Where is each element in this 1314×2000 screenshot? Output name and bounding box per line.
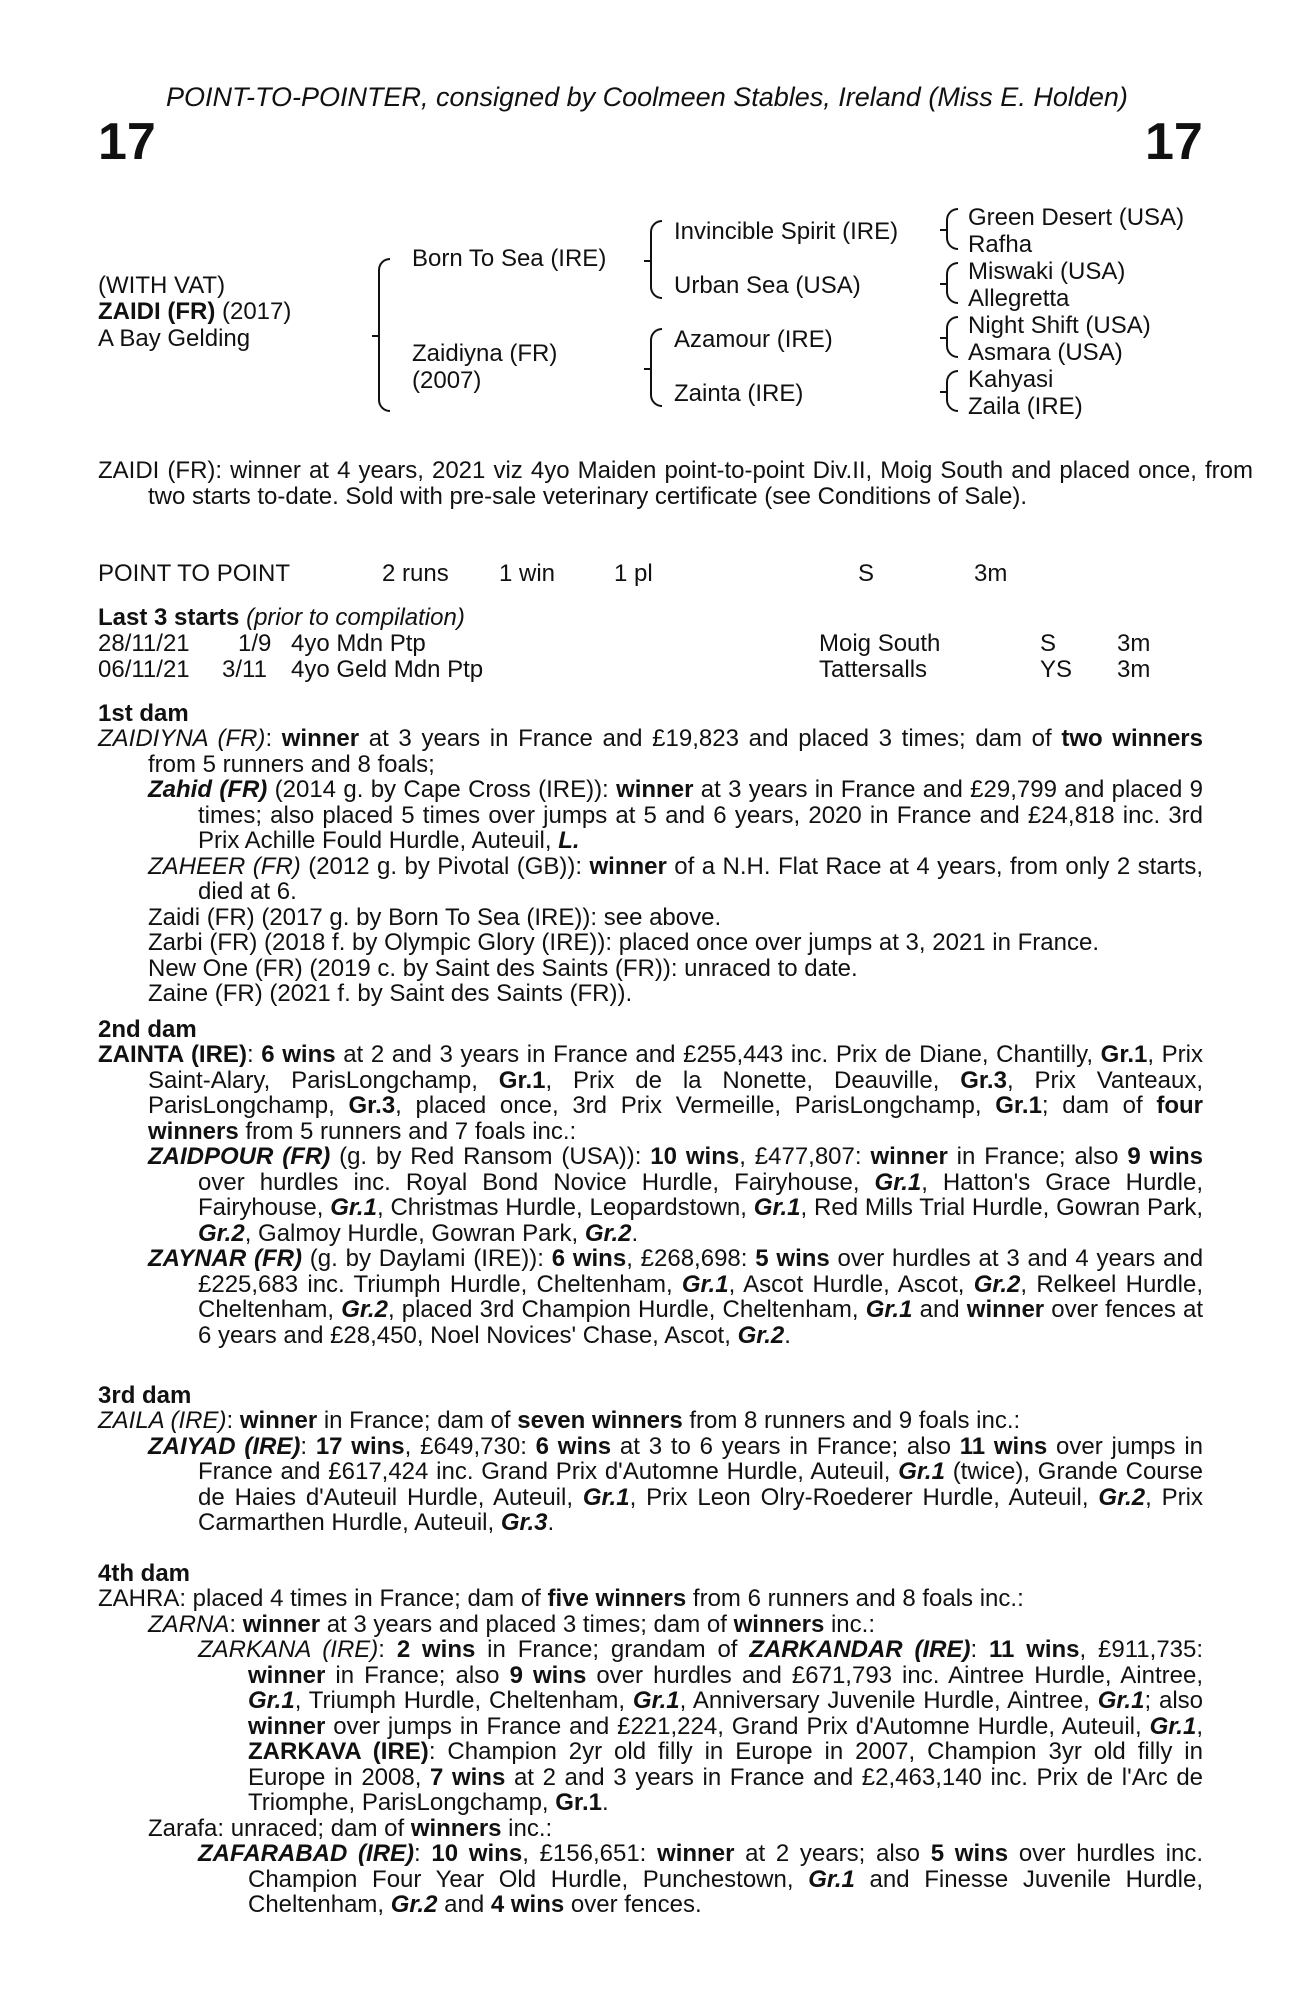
stats-runs: 2 runs: [382, 560, 449, 587]
pedigree-g3-2: Urban Sea (USA): [674, 272, 861, 299]
start-race: 4yo Geld Mdn Ptp: [291, 656, 484, 683]
start-distance: 3m: [1117, 656, 1151, 683]
fourth-dam-body: ZAHRA: placed 4 times in France; dam of five winners from 6 runners and 8 foals inc.: ZARNA: winner at 3 years and placed 3 times; dam of winners inc.: ZARKANA (IRE): 2 wins in France; grandam of ZARKANDAR (IRE): 11 wins, £911,735: winner in France; also 9 wins over hurdles and £671,793 inc. Aintree Hurdle, Aintree, Gr.1, Triumph Hurdle, Cheltenham, Gr.1, Anniversary Juvenile Hurdle, Aintree, Gr.1; also winner over jumps in France and £221,224, Grand Prix d'Automne Hurdle, Auteuil, Gr.1, ZARKAVA (IRE): Champion 2yr old filly in Europe in 2007, Champion 3yr old filly in Europe in 2008, 7 wins at 2 and 3 years in France and £2,463,140 inc. Prix de l'Arc de Triomphe, ParisLongchamp, Gr.1. Zarafa: unraced; dam of winners inc.: ZAFARABAD (IRE): 10 wins, £156,651: winner at 2 years; also 5 wins over hurdles inc. Champion Four Year Old Hurdle, Punchestown, Gr.1 and Finesse Juvenile Hurdle, Cheltenham, Gr.2 and 4 wins over fences.: [98, 1585, 1204, 1918]
pedigree-brace-7: [946, 370, 958, 412]
second-dam-body: ZAINTA (IRE): 6 wins at 2 and 3 years in France and £255,443 inc. Prix de Diane, Chantilly, Gr.1, Prix Saint-Alary, ParisLongchamp, Gr.1, Prix de la Nonette, Deauville, Gr.3, Prix Vanteaux, ParisLongchamp, Gr.3, placed once, 3rd Prix Vermeille, ParisLongchamp, Gr.1; dam of four winners from 5 runners and 7 foals inc.: ZAIDPOUR (FR) (g. by Red Ransom (USA)): 10 wins, £477,807: winner in France; also 9 wins over hurdles inc. Royal Bond Novice Hurdle, Fairyhouse, Gr.1, Hatton's Grace Hurdle, Fairyhouse, Gr.1, Christmas Hurdle, Leopardstown, Gr.1, Red Mills Trial Hurdle, Gowran Park, Gr.2, Galmoy Hurdle, Gowran Park, Gr.2. ZAYNAR (FR) (g. by Daylami (IRE)): 6 wins, £268,698: 5 wins over hurdles at 3 and 4 years and £225,683 inc. Triumph Hurdle, Cheltenham, Gr.1, Ascot Hurdle, Ascot, Gr.2, Relkeel Hurdle, Cheltenham, Gr.2, placed 3rd Champion Hurdle, Cheltenham, Gr.1 and winner over fences at 6 years and £28,450, Noel Novices' Chase, Ascot, Gr.2.: [98, 1041, 1204, 1349]
pedigree-brace-6: [946, 316, 958, 358]
horse-year: (2017): [221, 298, 292, 325]
third-dam-body: ZAILA (IRE): winner in France; dam of seven winners from 8 runners and 9 foals inc.: ZAIYAD (IRE): 17 wins, £649,730: 6 wins at 3 to 6 years in France; also 11 wins over jumps in France and £617,424 inc. Grand Prix d'Automne Hurdle, Auteuil, Gr.1 (twice), Grande Course de Haies d'Auteuil Hurdle, Auteuil, Gr.1, Prix Leon Olry-Roederer Hurdle, Auteuil, Gr.2, Prix Carmarthen Hurdle, Auteuil, Gr.3.: [98, 1407, 1204, 1536]
pedigree-brace-2: [650, 220, 662, 299]
stats-wins: 1 win: [499, 560, 556, 587]
start-position: 1/9: [238, 630, 272, 657]
stats-label: POINT TO POINT: [98, 560, 291, 587]
lot-number-left: 17: [98, 113, 156, 171]
horse-name: ZAIDI (FR): [98, 298, 216, 325]
pedigree-g4-4: Allegretta: [968, 285, 1070, 312]
section-fourth-dam: 4th dam: [98, 1560, 191, 1587]
horse-description: A Bay Gelding: [98, 325, 251, 352]
pedigree-dam-year: (2007): [412, 367, 482, 394]
last-starts-note: (prior to compilation): [246, 604, 465, 631]
lot-number-right: 17: [1145, 113, 1203, 171]
pedigree-brace-5: [946, 262, 958, 304]
last-starts-heading: [98, 604, 465, 632]
pedigree-brace-4: [946, 208, 958, 250]
section-third-dam: 3rd dam: [98, 1382, 192, 1409]
pedigree-brace-1: [378, 258, 390, 412]
pedigree-dam: Zaidiyna (FR): [412, 340, 558, 367]
start-course: Moig South: [819, 630, 941, 657]
horse-summary: ZAIDI (FR): winner at 4 years, 2021 viz 4yo Maiden point-to-point Div.II, Moig South and placed once, from two starts to-date. Sold with pre-sale veterinary certificate (see Conditions of Sale).: [98, 457, 1253, 510]
start-date: 06/11/21: [98, 656, 190, 683]
pedigree-g4-7: Kahyasi: [968, 366, 1054, 393]
start-going: YS: [1040, 656, 1073, 683]
start-course: Tattersalls: [819, 656, 928, 683]
section-second-dam: 2nd dam: [98, 1016, 197, 1043]
stats-going: S: [858, 560, 875, 587]
start-position: 3/11: [222, 656, 267, 683]
start-date: 28/11/21: [98, 630, 190, 657]
stats-distance: 3m: [974, 560, 1008, 587]
pedigree-g4-1: Green Desert (USA): [968, 204, 1185, 231]
pedigree-g3-3: Azamour (IRE): [674, 326, 833, 353]
start-distance: 3m: [1117, 630, 1151, 657]
pedigree-g4-6: Asmara (USA): [968, 339, 1123, 366]
horse-title: [98, 298, 291, 326]
pedigree-g4-3: Miswaki (USA): [968, 258, 1126, 285]
start-race: 4yo Mdn Ptp: [291, 630, 426, 657]
pedigree-sire: Born To Sea (IRE): [412, 245, 607, 272]
first-dam-body: ZAIDIYNA (FR): winner at 3 years in France and £19,823 and placed 3 times; dam of two winners from 5 runners and 8 foals; Zahid (FR) (2014 g. by Cape Cross (IRE)): winner at 3 years in France and £29,799 and placed 9 times; also placed 5 times over jumps at 5 and 6 years, 2020 in France and £24,818 inc. 3rd Prix Achille Fould Hurdle, Auteuil, L. ZAHEER (FR) (2012 g. by Pivotal (GB)): winner of a N.H. Flat Race at 4 years, from only 2 starts, died at 6. Zaidi (FR) (2017 g. by Born To Sea (IRE)): see above. Zarbi (FR) (2018 f. by Olympic Glory (IRE)): placed once over jumps at 3, 2021 in France. New One (FR) (2019 c. by Saint des Saints (FR)): unraced to date. Zaine (FR) (2021 f. by Saint des Saints (FR)).: [98, 725, 1204, 1007]
pedigree-g4-8: Zaila (IRE): [968, 393, 1083, 420]
page-subtitle: POINT-TO-POINTER, consigned by Coolmeen Stables, Ireland (Miss E. Holden): [166, 82, 1128, 112]
pedigree-brace-3: [650, 328, 662, 407]
vat-note: (WITH VAT): [98, 272, 226, 299]
stats-placed: 1 pl: [614, 560, 653, 587]
pedigree-g4-2: Rafha: [968, 231, 1033, 258]
pedigree-g3-4: Zainta (IRE): [674, 380, 804, 407]
start-going: S: [1040, 630, 1057, 657]
last-starts-title: Last 3 starts: [98, 604, 240, 631]
pedigree-g4-5: Night Shift (USA): [968, 312, 1151, 339]
section-first-dam: 1st dam: [98, 700, 189, 727]
pedigree-g3-1: Invincible Spirit (IRE): [674, 218, 899, 245]
